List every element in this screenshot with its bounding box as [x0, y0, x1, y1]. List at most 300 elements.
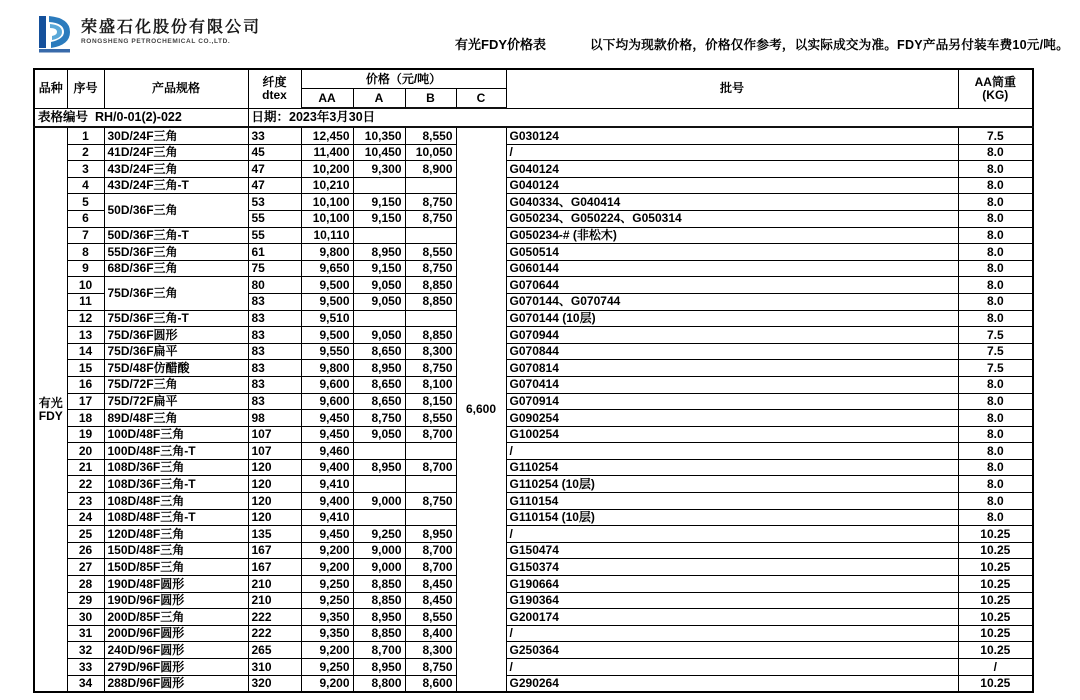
cell-price-aa: 9,450	[301, 426, 353, 443]
cell-price-aa: 9,800	[301, 244, 353, 261]
table-row	[34, 625, 1033, 642]
cell-dtex: 55	[248, 210, 301, 227]
cell-weight: 10.25	[958, 642, 1033, 659]
table-row	[34, 542, 1033, 559]
cell-dtex: 98	[248, 410, 301, 427]
table-row	[34, 443, 1033, 460]
cell-spec: 75D/48F仿醋酸	[104, 360, 248, 377]
table-row	[34, 194, 1033, 211]
cell-no: 16	[67, 376, 104, 393]
cell-no: 33	[67, 659, 104, 676]
table-row	[34, 227, 1033, 244]
cell-price-b	[405, 443, 456, 460]
form-number-label: 表格编号	[38, 109, 89, 124]
cell-price-aa: 9,250	[301, 659, 353, 676]
cell-dtex: 83	[248, 343, 301, 360]
cell-price-a: 9,050	[353, 277, 405, 294]
cell-dtex: 120	[248, 493, 301, 510]
cell-spec: 108D/48F三角	[104, 493, 248, 510]
cell-price-b: 8,450	[405, 576, 456, 593]
table-row	[34, 576, 1033, 593]
cell-price-a	[353, 177, 405, 194]
date-value: 2023年3月30日	[289, 109, 376, 124]
cell-no: 6	[67, 210, 104, 227]
cell-no: 23	[67, 493, 104, 510]
cell-spec: 43D/24F三角-T	[104, 177, 248, 194]
cell-price-aa: 9,200	[301, 542, 353, 559]
cell-price-b: 8,700	[405, 559, 456, 576]
cell-weight: 8.0	[958, 260, 1033, 277]
cell-no: 20	[67, 443, 104, 460]
cell-no: 32	[67, 642, 104, 659]
table-row	[34, 559, 1033, 576]
cell-price-b: 8,300	[405, 343, 456, 360]
cell-no: 7	[67, 227, 104, 244]
table-row	[34, 393, 1033, 410]
cell-spec: 75D/72F扁平	[104, 393, 248, 410]
cell-spec: 200D/85F三角	[104, 609, 248, 626]
cell-price-b: 8,150	[405, 393, 456, 410]
cell-dtex: 120	[248, 476, 301, 493]
company-name-en: RONGSHENG PETROCHEMICAL CO.,LTD.	[81, 37, 231, 45]
cell-spec: 30D/24F三角	[104, 127, 248, 144]
cell-weight: 8.0	[958, 244, 1033, 261]
cell-weight: 8.0	[958, 443, 1033, 460]
form-number-cell	[34, 108, 248, 127]
cell-dtex: 83	[248, 376, 301, 393]
cell-spec: 100D/48F三角-T	[104, 443, 248, 460]
cell-price-aa: 9,450	[301, 526, 353, 543]
cell-no: 34	[67, 675, 104, 692]
cell-weight: 10.25	[958, 625, 1033, 642]
cell-spec: 190D/96F圆形	[104, 592, 248, 609]
cell-dtex: 210	[248, 592, 301, 609]
cell-no: 4	[67, 177, 104, 194]
cell-no: 10	[67, 277, 104, 294]
cell-batch: G090254	[506, 410, 958, 427]
cell-price-a: 8,850	[353, 576, 405, 593]
cell-price-a: 8,950	[353, 244, 405, 261]
table-row	[34, 592, 1033, 609]
cell-dtex: 83	[248, 393, 301, 410]
cell-weight: 8.0	[958, 310, 1033, 327]
col-header-dtex: 纤度 dtex	[248, 69, 301, 108]
cell-batch: G040124	[506, 161, 958, 178]
price-disclaimer-note: 以下均为现款价格，价格仅作参考，以实际成交为准。FDY产品另付装车费10元/吨。	[590, 38, 1069, 52]
cell-price-a: 8,850	[353, 592, 405, 609]
cell-price-aa: 9,500	[301, 277, 353, 294]
cell-price-aa: 9,410	[301, 509, 353, 526]
cell-price-b: 8,750	[405, 210, 456, 227]
cell-price-b: 8,750	[405, 493, 456, 510]
cell-price-aa: 9,350	[301, 625, 353, 642]
cell-weight: 10.25	[958, 576, 1033, 593]
cell-price-a: 9,050	[353, 293, 405, 310]
cell-price-b: 8,550	[405, 127, 456, 144]
cell-price-b	[405, 476, 456, 493]
cell-weight: 10.25	[958, 609, 1033, 626]
cell-spec: 108D/36F三角	[104, 459, 248, 476]
col-header-no: 序号	[67, 69, 104, 108]
cell-weight: 7.5	[958, 360, 1033, 377]
cell-batch: G050234、G050224、G050314	[506, 210, 958, 227]
cell-batch: G150474	[506, 542, 958, 559]
cell-dtex: 75	[248, 260, 301, 277]
cell-price-aa: 9,200	[301, 675, 353, 692]
cell-spec: 108D/48F三角-T	[104, 509, 248, 526]
col-header-weight: AA筒重 (KG)	[958, 69, 1033, 108]
cell-price-b: 8,750	[405, 260, 456, 277]
cell-price-aa: 12,450	[301, 127, 353, 144]
cell-no: 1	[67, 127, 104, 144]
price-table	[33, 68, 1034, 693]
cell-price-b: 8,400	[405, 625, 456, 642]
cell-spec: 190D/48F圆形	[104, 576, 248, 593]
cell-dtex: 310	[248, 659, 301, 676]
cell-price-aa: 9,200	[301, 559, 353, 576]
cell-batch: G060144	[506, 260, 958, 277]
cell-spec: 100D/48F三角	[104, 426, 248, 443]
cell-dtex: 55	[248, 227, 301, 244]
cell-spec: 75D/36F三角	[104, 277, 248, 310]
cell-weight: 7.5	[958, 343, 1033, 360]
cell-weight: 7.5	[958, 327, 1033, 344]
cell-spec: 108D/36F三角-T	[104, 476, 248, 493]
cell-dtex: 83	[248, 293, 301, 310]
cell-no: 30	[67, 609, 104, 626]
table-row	[34, 426, 1033, 443]
cell-price-b: 8,850	[405, 327, 456, 344]
cell-weight: 8.0	[958, 177, 1033, 194]
page-title: 有光FDY价格表	[455, 37, 547, 52]
cell-spec: 50D/36F三角-T	[104, 227, 248, 244]
cell-price-b: 8,750	[405, 659, 456, 676]
cell-batch: G070144 (10层)	[506, 310, 958, 327]
cell-dtex: 45	[248, 144, 301, 161]
cell-spec: 288D/96F圆形	[104, 675, 248, 692]
cell-weight: 8.0	[958, 144, 1033, 161]
cell-dtex: 135	[248, 526, 301, 543]
cell-batch: /	[506, 659, 958, 676]
cell-batch: G110254 (10层)	[506, 476, 958, 493]
cell-price-a: 10,450	[353, 144, 405, 161]
cell-price-aa: 11,400	[301, 144, 353, 161]
variety-line2: FDY	[38, 408, 63, 423]
cell-weight: 8.0	[958, 426, 1033, 443]
cell-dtex: 47	[248, 177, 301, 194]
cell-price-b: 8,700	[405, 542, 456, 559]
cell-dtex: 167	[248, 542, 301, 559]
cell-price-b: 8,600	[405, 675, 456, 692]
table-row	[34, 161, 1033, 178]
cell-weight: 8.0	[958, 293, 1033, 310]
table-row	[34, 360, 1033, 377]
cell-price-aa: 10,100	[301, 210, 353, 227]
cell-price-aa: 9,600	[301, 376, 353, 393]
col-header-grade-a: A	[353, 89, 405, 109]
cell-batch: /	[506, 625, 958, 642]
cell-weight: 8.0	[958, 410, 1033, 427]
cell-price-a: 8,850	[353, 625, 405, 642]
cell-dtex: 61	[248, 244, 301, 261]
cell-batch: G070944	[506, 327, 958, 344]
cell-price-aa: 9,500	[301, 293, 353, 310]
cell-price-aa: 9,800	[301, 360, 353, 377]
cell-price-aa: 10,100	[301, 194, 353, 211]
table-row	[34, 659, 1033, 676]
cell-batch: G200174	[506, 609, 958, 626]
cell-price-b: 8,900	[405, 161, 456, 178]
cell-no: 13	[67, 327, 104, 344]
cell-batch: G190364	[506, 592, 958, 609]
cell-price-a: 8,650	[353, 376, 405, 393]
cell-price-aa: 10,210	[301, 177, 353, 194]
cell-price-aa: 10,110	[301, 227, 353, 244]
table-row	[34, 260, 1033, 277]
cell-price-a: 9,000	[353, 542, 405, 559]
cell-batch: G100254	[506, 426, 958, 443]
cell-spec: 55D/36F三角	[104, 244, 248, 261]
cell-price-aa: 9,250	[301, 592, 353, 609]
cell-weight: /	[958, 659, 1033, 676]
cell-dtex: 120	[248, 459, 301, 476]
cell-no: 25	[67, 526, 104, 543]
cell-batch: G250364	[506, 642, 958, 659]
cell-price-a: 9,050	[353, 426, 405, 443]
table-row	[34, 127, 1033, 144]
cell-spec: 150D/85F三角	[104, 559, 248, 576]
cell-price-a: 9,300	[353, 161, 405, 178]
cell-batch: G110254	[506, 459, 958, 476]
table-row	[34, 177, 1033, 194]
cell-price-b	[405, 509, 456, 526]
cell-price-aa: 9,600	[301, 393, 353, 410]
cell-no: 22	[67, 476, 104, 493]
cell-dtex: 167	[248, 559, 301, 576]
cell-price-aa: 9,460	[301, 443, 353, 460]
cell-price-a: 8,700	[353, 642, 405, 659]
cell-price-a: 8,650	[353, 393, 405, 410]
cell-price-aa: 9,400	[301, 493, 353, 510]
cell-price-b	[405, 177, 456, 194]
cell-price-a: 8,950	[353, 609, 405, 626]
cell-weight: 10.25	[958, 592, 1033, 609]
cell-no: 29	[67, 592, 104, 609]
cell-batch: G110154	[506, 493, 958, 510]
cell-price-b: 8,550	[405, 410, 456, 427]
cell-no: 9	[67, 260, 104, 277]
table-row	[34, 144, 1033, 161]
cell-price-b	[405, 310, 456, 327]
cell-price-aa: 9,400	[301, 459, 353, 476]
cell-spec: 43D/24F三角	[104, 161, 248, 178]
cell-price-a: 9,150	[353, 210, 405, 227]
cell-batch: G070844	[506, 343, 958, 360]
cell-no: 26	[67, 542, 104, 559]
cell-spec: 89D/48F三角	[104, 410, 248, 427]
variety-merged-cell	[34, 127, 67, 692]
cell-price-a: 8,950	[353, 659, 405, 676]
cell-weight: 10.25	[958, 526, 1033, 543]
cell-weight: 8.0	[958, 161, 1033, 178]
cell-dtex: 210	[248, 576, 301, 593]
rongsheng-logo-icon	[38, 12, 72, 54]
cell-batch: G070914	[506, 393, 958, 410]
cell-spec: 68D/36F三角	[104, 260, 248, 277]
table-meta-row	[34, 108, 1033, 127]
cell-weight: 8.0	[958, 210, 1033, 227]
cell-no: 18	[67, 410, 104, 427]
cell-batch: /	[506, 526, 958, 543]
cell-price-b: 8,100	[405, 376, 456, 393]
cell-dtex: 107	[248, 426, 301, 443]
cell-weight: 10.25	[958, 675, 1033, 692]
cell-price-a	[353, 509, 405, 526]
col-header-price-group: 价格（元/吨）	[301, 69, 506, 89]
cell-spec: 200D/96F圆形	[104, 625, 248, 642]
col-header-batch: 批号	[506, 69, 958, 108]
cell-price-aa: 9,410	[301, 476, 353, 493]
cell-batch: G070644	[506, 277, 958, 294]
cell-dtex: 107	[248, 443, 301, 460]
cell-price-b	[405, 227, 456, 244]
cell-spec: 41D/24F三角	[104, 144, 248, 161]
cell-dtex: 47	[248, 161, 301, 178]
cell-weight: 10.25	[958, 559, 1033, 576]
company-name-cn: 荣盛石化股份有限公司	[81, 19, 262, 37]
cell-no: 8	[67, 244, 104, 261]
date-label: 日期：	[251, 109, 290, 124]
cell-weight: 8.0	[958, 227, 1033, 244]
cell-batch: G150374	[506, 559, 958, 576]
cell-price-aa: 9,650	[301, 260, 353, 277]
company-logo	[38, 12, 261, 54]
cell-batch: G040334、G040414	[506, 194, 958, 211]
cell-price-b: 8,550	[405, 244, 456, 261]
cell-price-b: 8,850	[405, 293, 456, 310]
cell-spec: 75D/36F扁平	[104, 343, 248, 360]
cell-price-b: 8,850	[405, 277, 456, 294]
table-row	[34, 327, 1033, 344]
cell-price-b: 8,750	[405, 194, 456, 211]
cell-price-a: 9,000	[353, 559, 405, 576]
cell-price-aa: 9,450	[301, 410, 353, 427]
cell-price-a	[353, 476, 405, 493]
cell-price-b: 8,550	[405, 609, 456, 626]
cell-spec: 240D/96F圆形	[104, 642, 248, 659]
form-number-value: RH/0-01(2)-022	[94, 109, 182, 124]
table-row	[34, 509, 1033, 526]
cell-no: 19	[67, 426, 104, 443]
table-row	[34, 376, 1033, 393]
cell-price-b: 8,750	[405, 360, 456, 377]
table-row	[34, 609, 1033, 626]
cell-no: 24	[67, 509, 104, 526]
cell-price-a	[353, 227, 405, 244]
cell-batch: G070414	[506, 376, 958, 393]
cell-weight: 8.0	[958, 194, 1033, 211]
cell-batch: G030124	[506, 127, 958, 144]
cell-dtex: 320	[248, 675, 301, 692]
cell-price-a: 10,350	[353, 127, 405, 144]
cell-price-b: 8,700	[405, 426, 456, 443]
cell-no: 27	[67, 559, 104, 576]
cell-price-a	[353, 310, 405, 327]
cell-batch: G040124	[506, 177, 958, 194]
cell-price-aa: 9,510	[301, 310, 353, 327]
cell-no: 31	[67, 625, 104, 642]
cell-batch: /	[506, 144, 958, 161]
cell-spec: 120D/48F三角	[104, 526, 248, 543]
cell-dtex: 83	[248, 310, 301, 327]
cell-batch: G110154 (10层)	[506, 509, 958, 526]
cell-price-a: 8,950	[353, 459, 405, 476]
cell-price-b: 8,950	[405, 526, 456, 543]
table-row	[34, 642, 1033, 659]
cell-batch: G070144、G070744	[506, 293, 958, 310]
cell-price-a: 9,150	[353, 194, 405, 211]
cell-weight: 8.0	[958, 376, 1033, 393]
cell-price-a: 8,950	[353, 360, 405, 377]
cell-price-a: 8,750	[353, 410, 405, 427]
cell-no: 11	[67, 293, 104, 310]
cell-dtex: 83	[248, 327, 301, 344]
cell-weight: 8.0	[958, 476, 1033, 493]
cell-batch: /	[506, 443, 958, 460]
header-row-1	[34, 69, 1033, 89]
cell-dtex: 222	[248, 625, 301, 642]
table-row	[34, 459, 1033, 476]
cell-price-aa: 9,500	[301, 327, 353, 344]
cell-dtex: 83	[248, 360, 301, 377]
cell-price-a	[353, 443, 405, 460]
col-header-grade-c: C	[456, 89, 506, 109]
cell-dtex: 53	[248, 194, 301, 211]
cell-spec: 150D/48F三角	[104, 542, 248, 559]
cell-batch: G070814	[506, 360, 958, 377]
cell-price-aa: 9,550	[301, 343, 353, 360]
cell-spec: 50D/36F三角	[104, 194, 248, 227]
cell-spec: 75D/36F圆形	[104, 327, 248, 344]
cell-no: 28	[67, 576, 104, 593]
cell-price-b: 8,450	[405, 592, 456, 609]
cell-no: 12	[67, 310, 104, 327]
cell-weight: 8.0	[958, 459, 1033, 476]
cell-price-a: 9,000	[353, 493, 405, 510]
date-cell	[248, 108, 1033, 127]
cell-price-aa: 10,200	[301, 161, 353, 178]
table-row	[34, 410, 1033, 427]
table-row	[34, 476, 1033, 493]
cell-no: 21	[67, 459, 104, 476]
cell-batch: G050514	[506, 244, 958, 261]
cell-weight: 8.0	[958, 509, 1033, 526]
cell-dtex: 80	[248, 277, 301, 294]
cell-price-a: 8,800	[353, 675, 405, 692]
price-table-body	[34, 127, 1033, 692]
cell-dtex: 33	[248, 127, 301, 144]
cell-weight: 10.25	[958, 542, 1033, 559]
cell-no: 15	[67, 360, 104, 377]
col-header-grade-aa: AA	[301, 89, 353, 109]
cell-batch: G190664	[506, 576, 958, 593]
table-row	[34, 675, 1033, 692]
cell-price-aa: 9,250	[301, 576, 353, 593]
cell-dtex: 222	[248, 609, 301, 626]
cell-no: 5	[67, 194, 104, 211]
table-row	[34, 493, 1033, 510]
cell-spec: 75D/72F三角	[104, 376, 248, 393]
